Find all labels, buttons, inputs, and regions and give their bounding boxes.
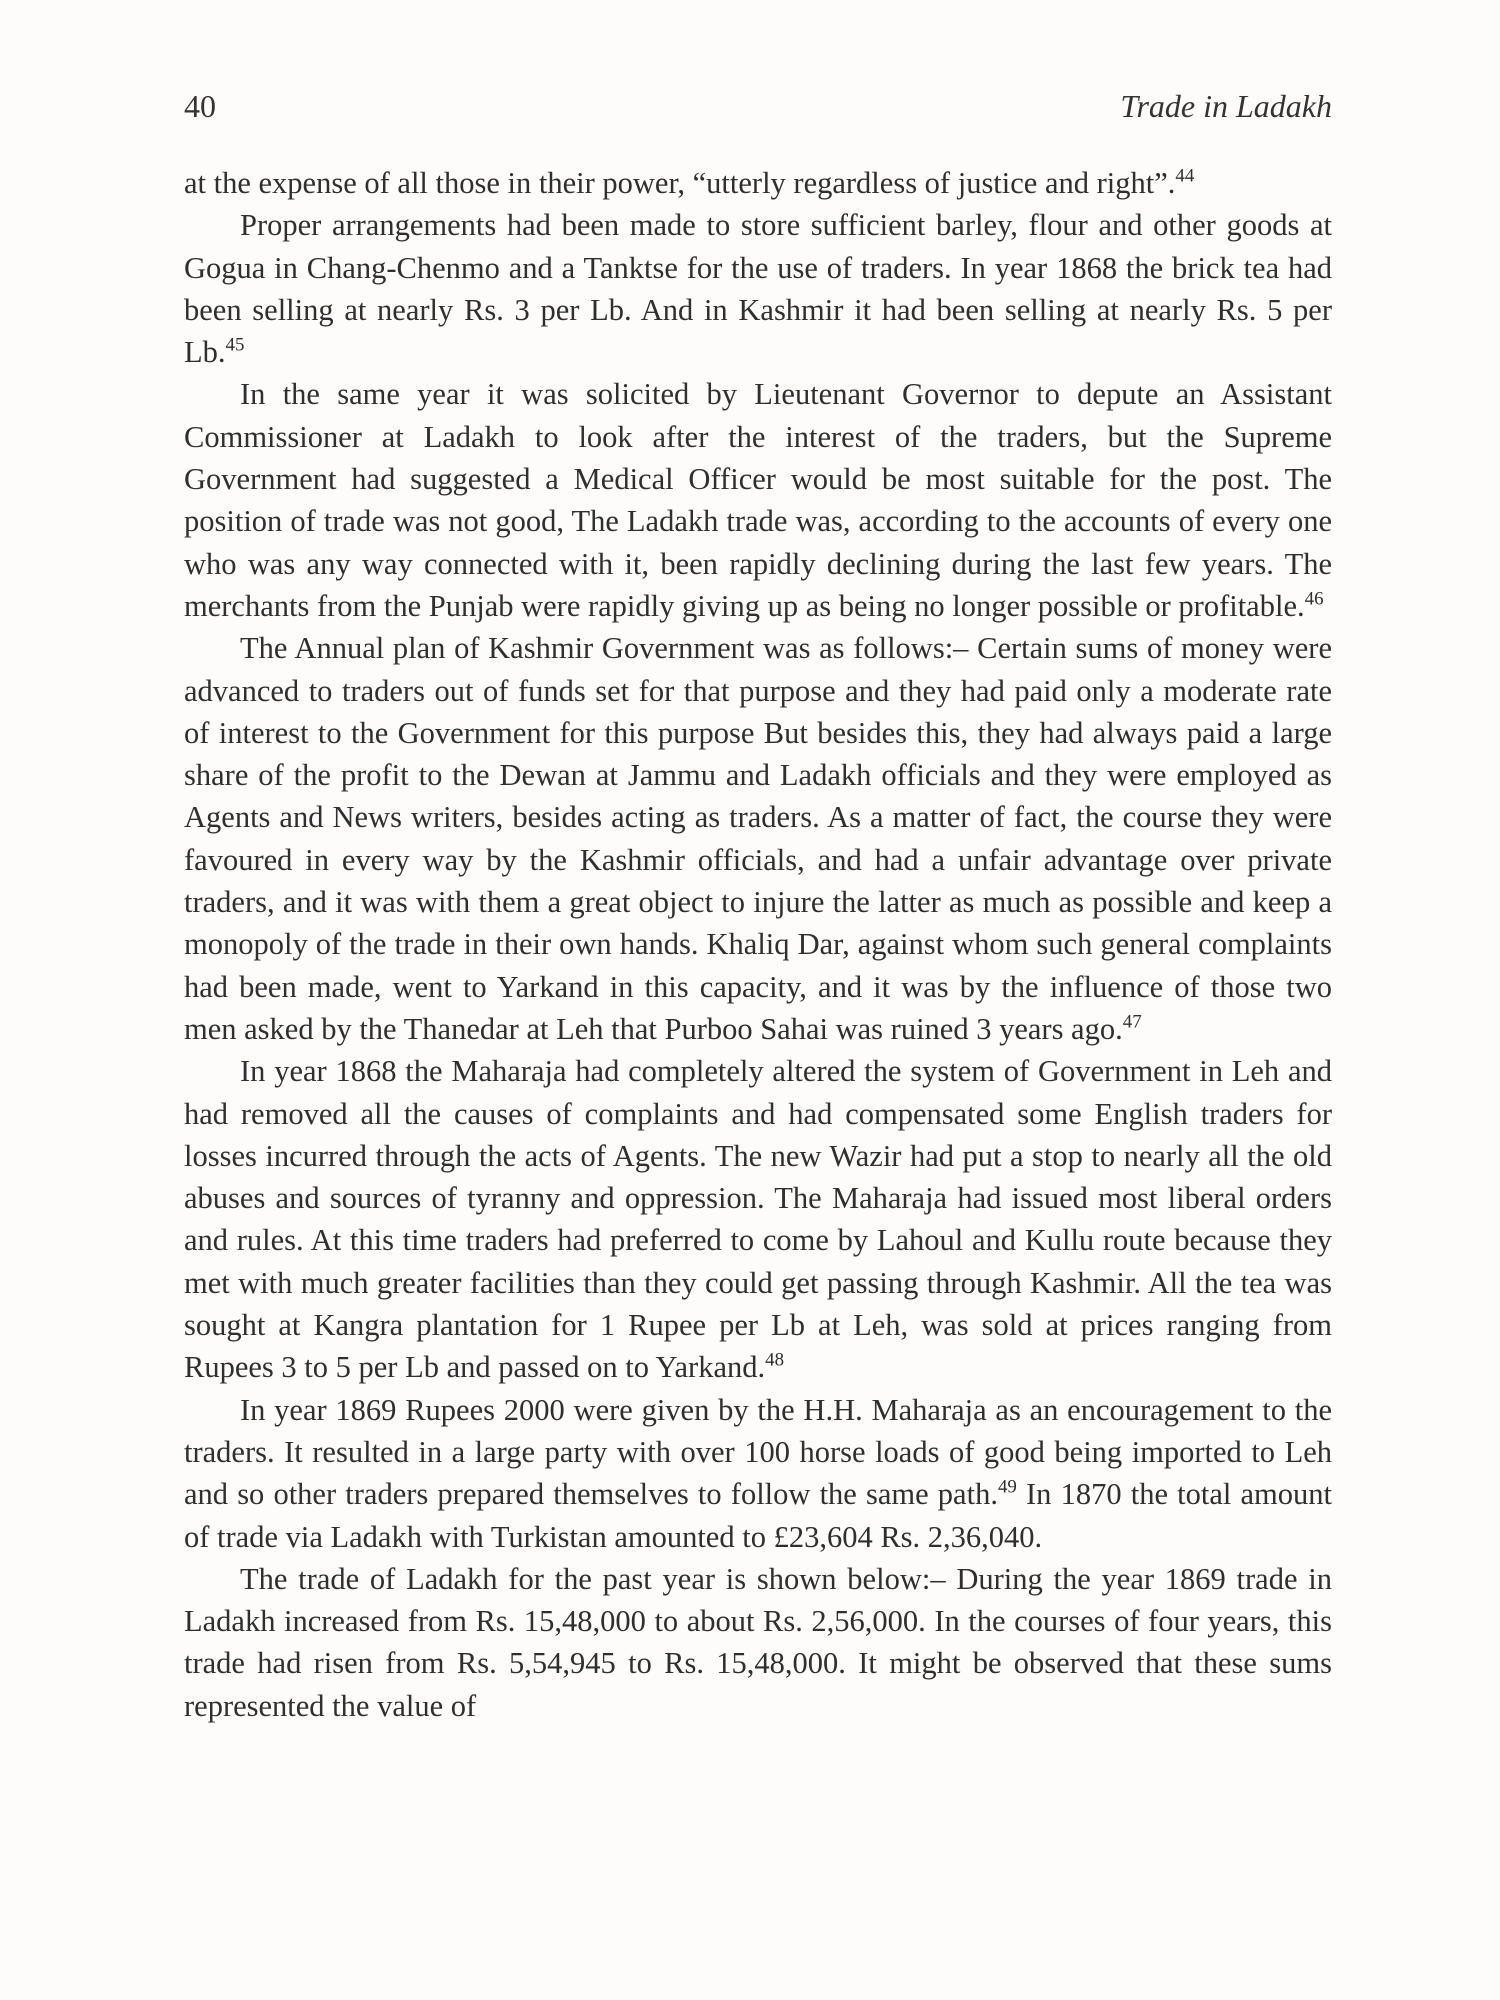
page-header	[184, 88, 1332, 125]
paragraph-7: The trade of Ladakh for the past year is shown below:– During the year 1869 trade in Ladakh increased from Rs. 15,48,000 to about Rs. 2,56,000. In the courses of four years, this trade had risen from Rs. 5,54,945 to Rs. 15,48,000. It might be observed that these sums represented the value of	[184, 1561, 1332, 1723]
paragraph-2: Proper arrangements had been made to store sufficient barley, flour and other goods at Gogua in Chang-Chenmo and a Tanktse for the use of traders. In year 1868 the brick tea had been selling at nearly Rs. 3 per Lb. And in Kashmir it had been selling at nearly Rs. 5 per Lb.$^{45}$	[184, 208, 1332, 370]
footnote-ref-46: 46	[1304, 588, 1324, 610]
paragraph-1: at the expense of all those in their power, “utterly regardless of justice and right”.$^{44}$	[184, 165, 1195, 200]
footnote-ref-48: 48	[765, 1349, 785, 1371]
paragraph-3: In the same year it was solicited by Lieutenant Governor to depute an Assistant Commissioner at Ladakh to look after the interest of the traders, but the Supreme Government had suggested a Medical Officer would be most suitable for the post. The position of trade was not good, The Ladakh trade was, according to the accounts of every one who was any way connected with it, been rapidly declining during the last few years. The merchants from the Punjab were rapidly giving up as being no longer possible or profitable.$^{46}$	[184, 377, 1332, 623]
paragraph-4: The Annual plan of Kashmir Government was as follows:– Certain sums of money were advanced to traders out of funds set for that purpose and they had paid only a moderate rate of interest to the Government for this purpose But besides this, they had always paid a large share of the profit to the Dewan at Jammu and Ladakh officials and they were employed as Agents and News writers, besides acting as traders. As a matter of fact, the course they were favoured in every way by the Kashmir officials, and had a unfair advantage over private traders, and it was with them a great object to injure the latter as much as possible and keep a monopoly of the trade in their own hands. Khaliq Dar, against whom such general complaints had been made, went to Yarkand in this capacity, and it was by the influence of those two men asked by the Thanedar at Leh that Purboo Sahai was ruined 3 years ago.$^{47}$	[184, 631, 1332, 1046]
footnote-ref-44: 44	[1175, 165, 1195, 187]
footnote-ref-45: 45	[225, 334, 245, 356]
paragraph-6: In year 1869 Rupees 2000 were given by the H.H. Maharaja as an encouragement to the traders. It resulted in a large party with over 100 horse loads of good being imported to Leh and so other traders prepared themselves to follow the same path.$^{49}$ In 1870 the total amount of trade via Ladakh with Turkistan amounted to £23,604 Rs. 2,36,040.	[184, 1392, 1332, 1554]
page-number: 40	[184, 88, 216, 124]
running-title: Trade in Ladakh	[1120, 88, 1332, 124]
paragraph-5: In year 1868 the Maharaja had completely altered the system of Government in Leh and had removed all the causes of complaints and had compensated some English traders for losses incurred through the acts of Agents. The new Wazir had put a stop to nearly all the old abuses and sources of tyranny and oppression. The Maharaja had issued most liberal orders and rules. At this time traders had preferred to come by Lahoul and Kullu route because they met with much greater facilities than they could get passing through Kashmir. All the tea was sought at Kangra plantation for 1 Rupee per Lb at Leh, was sold at prices ranging from Rupees 3 to 5 per Lb and passed on to Yarkand.$^{48}$	[184, 1054, 1332, 1385]
body-text	[184, 162, 1332, 1727]
footnote-ref-49: 49	[997, 1476, 1017, 1498]
footnote-ref-47: 47	[1122, 1011, 1142, 1033]
